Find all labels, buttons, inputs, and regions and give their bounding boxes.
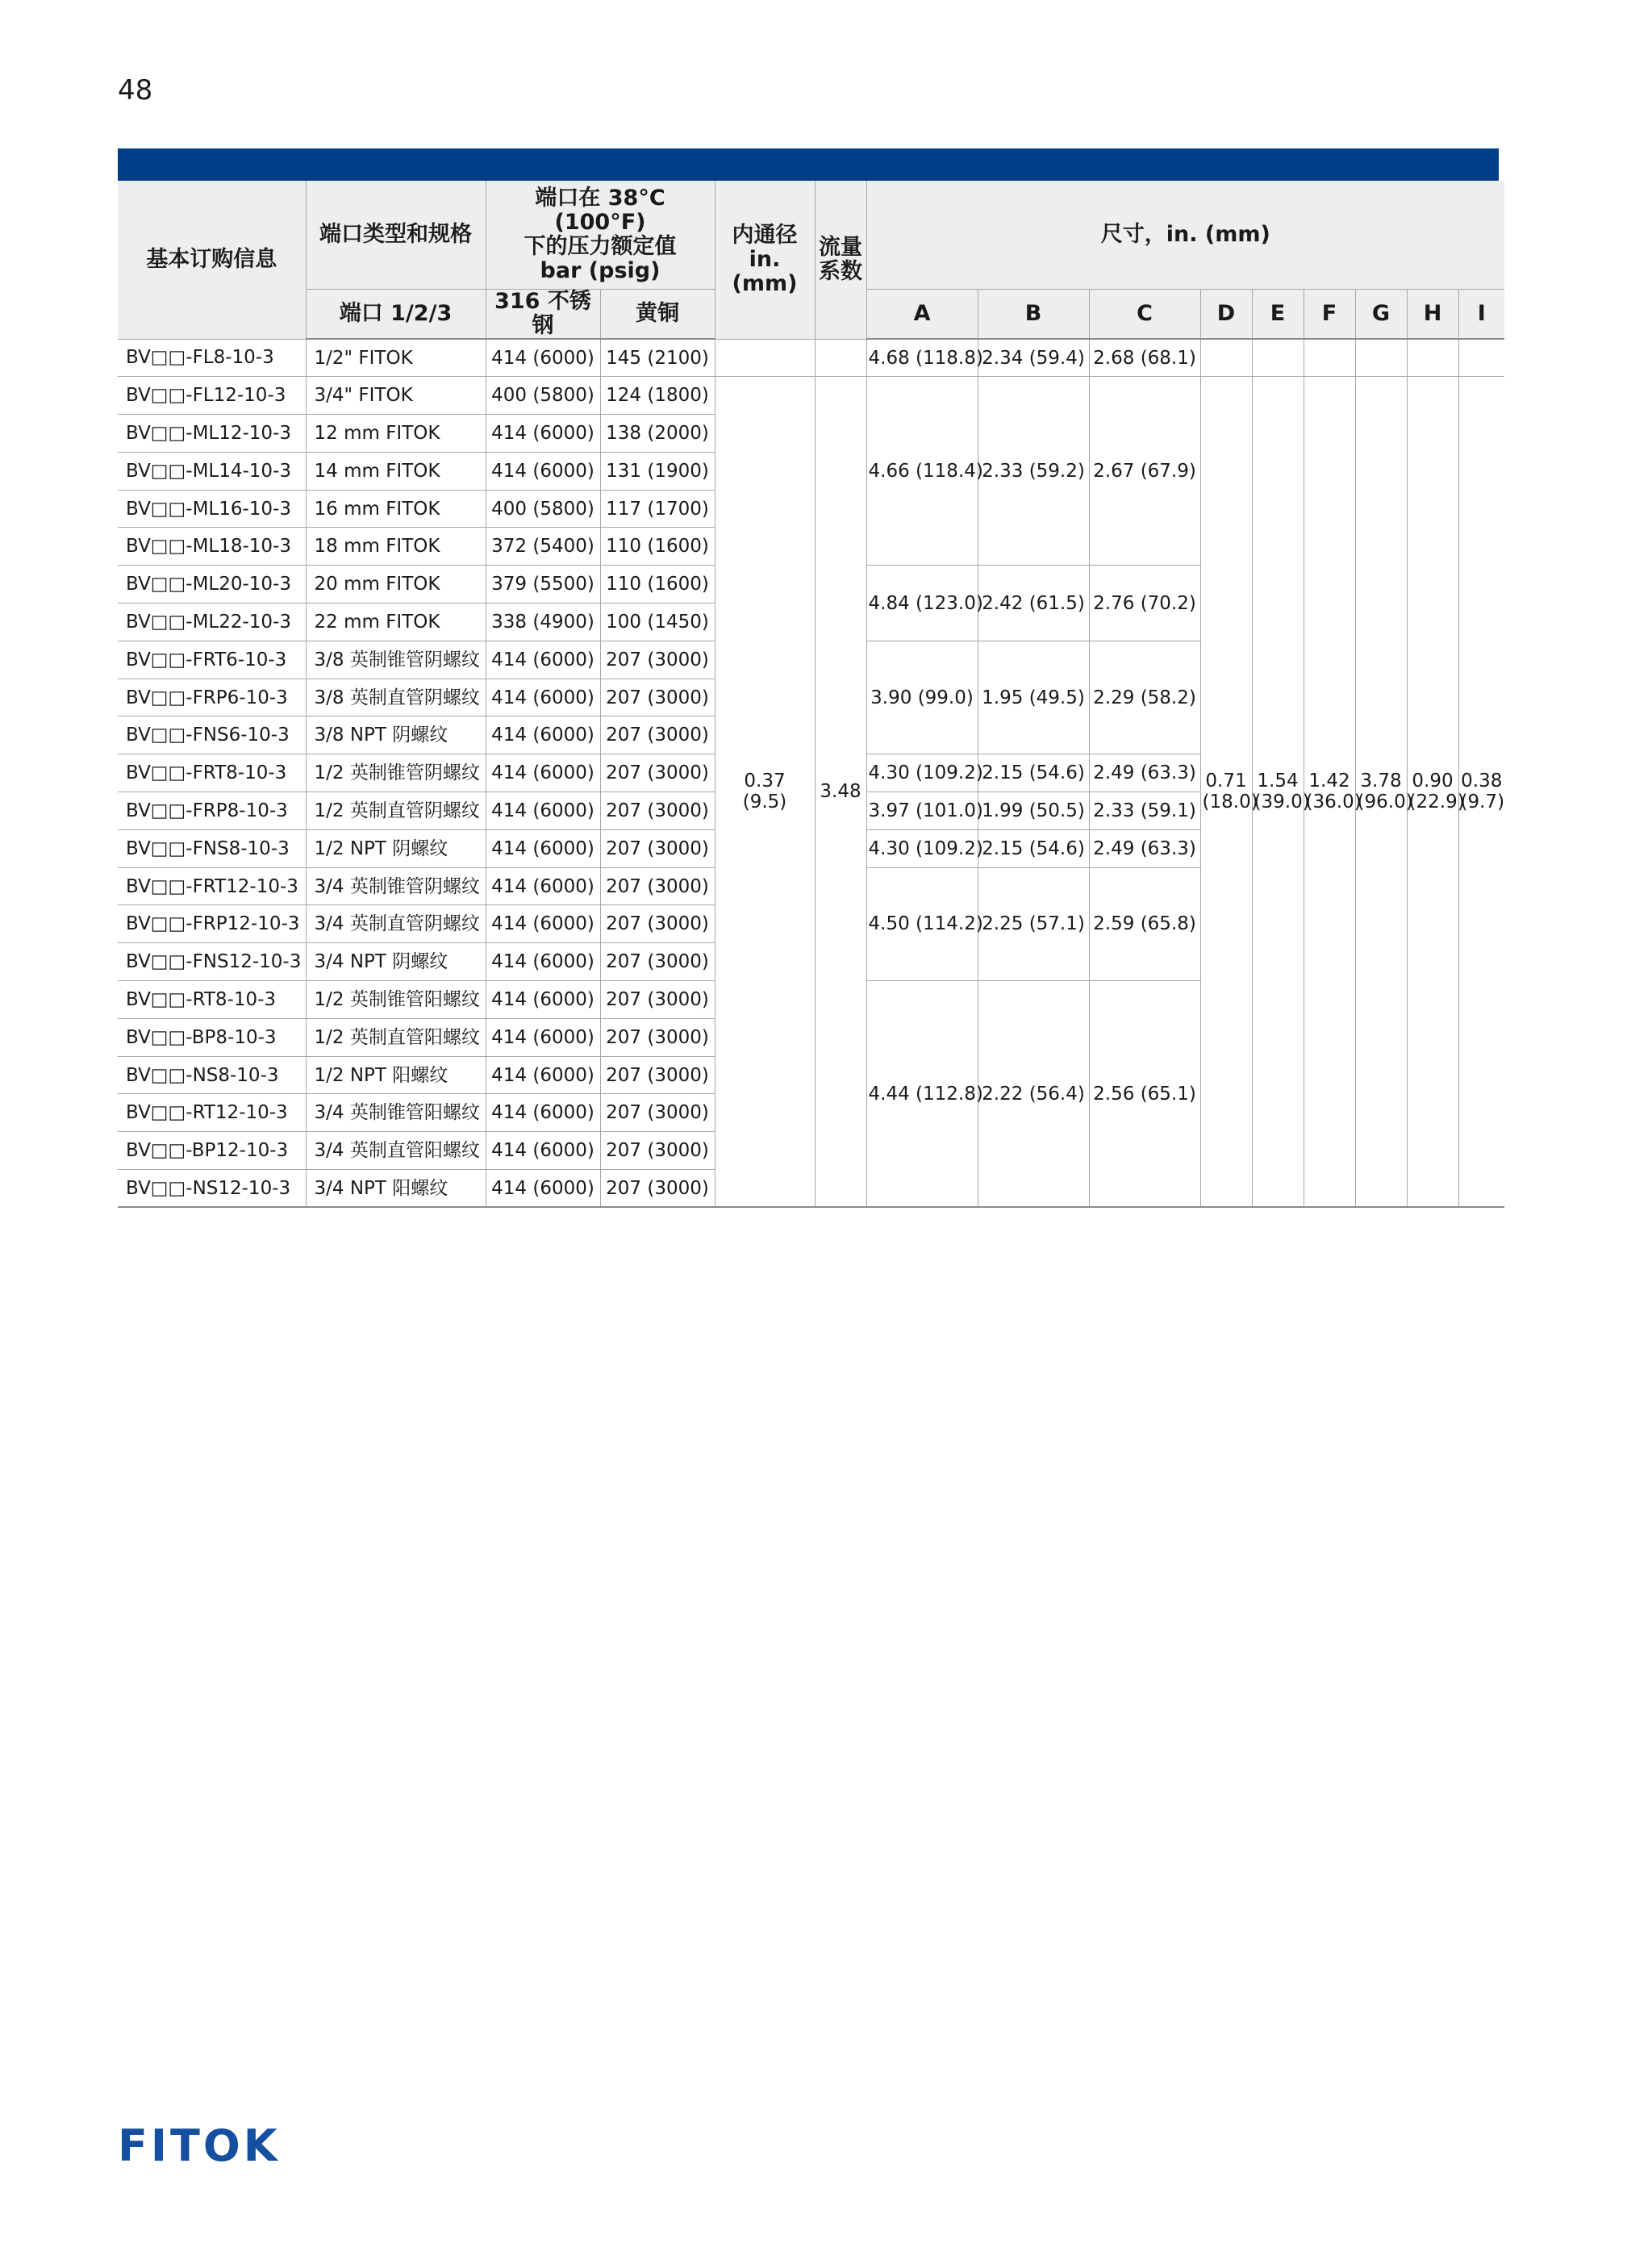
port-type-cell: 3/8 英制锥管阴螺纹 [306,641,486,679]
dim-c-cell: 2.68 (68.1) [1089,339,1200,377]
dim-c-cell: 2.49 (63.3) [1089,754,1200,792]
brass-subheader: 黄铜 [600,290,715,340]
port-type-cell: 1/2" FITOK [306,339,486,377]
dim-a-cell: 3.97 (101.0) [866,792,978,830]
dim-a-cell: 4.44 (112.8) [866,981,978,1208]
dim-g-cell [1355,377,1413,1208]
dim-f-cell [1304,377,1362,1208]
dim-b-cell: 2.42 (61.5) [978,566,1089,641]
part-number-cell: BV□□-FRT12-10-3 [118,867,306,905]
dimensions-header: 尺寸，in. (mm) [866,181,1504,290]
dim-i-in: 0.38 [1461,771,1503,792]
dim-a-cell: 4.50 (114.2) [866,867,978,980]
port-type-cell: 1/2 NPT 阳螺纹 [306,1056,486,1094]
ss316-pressure-cell: 414 (6000) [486,829,600,867]
part-number-cell: BV□□-FRP8-10-3 [118,792,306,830]
ss316-pressure-cell: 414 (6000) [486,452,600,490]
dim-c-cell: 2.76 (70.2) [1089,566,1200,641]
ss316-pressure-cell: 414 (6000) [486,981,600,1019]
part-number-cell: BV□□-FRP12-10-3 [118,905,306,943]
brass-pressure-cell: 138 (2000) [600,415,715,453]
port-type-cell: 1/2 英制锥管阴螺纹 [306,754,486,792]
port-type-cell: 12 mm FITOK [306,415,486,453]
dim-d-cell [1200,377,1258,1208]
ss316-pressure-cell: 414 (6000) [486,1018,600,1056]
dim-c-cell: 2.59 (65.8) [1089,867,1200,980]
brass-pressure-cell: 207 (3000) [600,829,715,867]
brass-pressure-cell: 124 (1800) [600,377,715,415]
ss316-subheader: 316 不锈钢 [486,290,600,340]
dim-a-cell: 4.66 (118.4) [866,377,978,566]
port-type-cell: 1/2 NPT 阴螺纹 [306,829,486,867]
part-number-cell: BV□□-RT12-10-3 [118,1094,306,1132]
port-type-cell: 3/4" FITOK [306,377,486,415]
part-number-cell: BV□□-FL12-10-3 [118,377,306,415]
dim-c-cell: 2.56 (65.1) [1089,981,1200,1208]
part-number-cell: BV□□-ML16-10-3 [118,490,306,528]
table-body [118,339,1504,1207]
port-type-cell: 1/2 英制直管阳螺纹 [306,1018,486,1056]
dim-g-top-cell [1355,339,1407,377]
title-bar [118,148,1499,181]
part-number-cell: BV□□-ML22-10-3 [118,604,306,641]
part-number-cell: BV□□-ML18-10-3 [118,528,306,566]
port-type-cell: 3/4 NPT 阳螺纹 [306,1170,486,1208]
dim-b-cell: 2.34 (59.4) [978,339,1089,377]
dim-h-header: H [1407,290,1458,340]
dim-b-cell: 2.15 (54.6) [978,829,1089,867]
dim-a-cell: 4.30 (109.2) [866,754,978,792]
dim-i-top-cell [1458,339,1504,377]
dim-b-cell: 1.99 (50.5) [978,792,1089,830]
dim-e-cell [1252,377,1310,1208]
dim-d-mm: (18.0) [1202,792,1258,813]
dim-d-in: 0.71 [1205,771,1247,792]
dim-h-cell [1407,377,1465,1208]
orifice-header: 内通径 in. (mm) [715,181,815,339]
dim-e-mm: (39.0) [1254,792,1310,813]
port-type-cell: 16 mm FITOK [306,490,486,528]
orifice-mm-value: (9.5) [742,792,787,813]
port-type-cell: 3/4 英制锥管阳螺纹 [306,1094,486,1132]
brass-pressure-cell: 110 (1600) [600,566,715,604]
ss316-pressure-cell: 414 (6000) [486,1170,600,1208]
dim-b-cell: 2.15 (54.6) [978,754,1089,792]
part-number-cell: BV□□-FRP6-10-3 [118,679,306,716]
brass-pressure-cell: 207 (3000) [600,1132,715,1170]
ss316-pressure-cell: 414 (6000) [486,754,600,792]
dim-a-cell: 4.84 (123.0) [866,566,978,641]
orifice-top-cell [715,339,815,377]
dim-e-in: 1.54 [1257,771,1299,792]
dim-h-mm: (22.9) [1408,792,1465,813]
dim-c-cell: 2.49 (63.3) [1089,829,1200,867]
part-number-cell: BV□□-NS8-10-3 [118,1056,306,1094]
pressure-rating-header: 端口在 38°C (100°F) 下的压力额定值 bar (psig) [486,181,715,290]
part-number-cell: BV□□-FRT6-10-3 [118,641,306,679]
brass-pressure-cell: 207 (3000) [600,867,715,905]
ss316-pressure-cell: 338 (4900) [486,604,600,641]
brass-pressure-cell: 207 (3000) [600,792,715,830]
port-type-cell: 3/4 英制直管阳螺纹 [306,1132,486,1170]
port-type-cell: 3/4 英制直管阴螺纹 [306,905,486,943]
port-type-cell: 3/8 英制直管阴螺纹 [306,679,486,716]
ss316-pressure-cell: 414 (6000) [486,1132,600,1170]
flow-coefficient-header: 流量 系数 [815,181,866,339]
order-info-header: 基本订购信息 [118,181,306,339]
part-number-cell: BV□□-BP8-10-3 [118,1018,306,1056]
dim-b-cell: 1.95 (49.5) [978,641,1089,754]
ss316-pressure-cell: 379 (5500) [486,566,600,604]
part-number-cell: BV□□-FNS6-10-3 [118,716,306,754]
port-type-cell: 20 mm FITOK [306,566,486,604]
ss316-pressure-cell: 414 (6000) [486,792,600,830]
brass-pressure-cell: 207 (3000) [600,679,715,716]
brass-pressure-cell: 131 (1900) [600,452,715,490]
brass-pressure-cell: 100 (1450) [600,604,715,641]
dim-a-cell: 3.90 (99.0) [866,641,978,754]
ss316-pressure-cell: 400 (5800) [486,490,600,528]
ss316-pressure-cell: 400 (5800) [486,377,600,415]
dim-a-header: A [866,290,978,340]
dim-i-header: I [1458,290,1504,340]
port-type-header: 端口类型和规格 [306,181,486,290]
brass-pressure-cell: 207 (3000) [600,1018,715,1056]
dim-c-header: C [1089,290,1200,340]
orifice-cell [715,377,815,1208]
brass-pressure-cell: 207 (3000) [600,981,715,1019]
brass-pressure-cell: 207 (3000) [600,943,715,981]
orifice-in-value: 0.37 [744,771,786,792]
brass-pressure-cell: 207 (3000) [600,1056,715,1094]
ss316-pressure-cell: 414 (6000) [486,943,600,981]
brass-pressure-cell: 207 (3000) [600,641,715,679]
fitok-logo: FITOK [118,2120,281,2171]
dim-g-in: 3.78 [1360,771,1402,792]
ss316-pressure-cell: 414 (6000) [486,1056,600,1094]
part-number-cell: BV□□-FL8-10-3 [118,339,306,377]
ss316-pressure-cell: 414 (6000) [486,339,600,377]
dim-f-header: F [1304,290,1355,340]
dim-i-cell [1458,377,1504,1208]
brass-pressure-cell: 117 (1700) [600,490,715,528]
part-number-cell: BV□□-FNS8-10-3 [118,829,306,867]
dim-g-header: G [1355,290,1407,340]
ss316-pressure-cell: 414 (6000) [486,415,600,453]
port-type-cell: 1/2 英制直管阴螺纹 [306,792,486,830]
port-type-cell: 3/8 NPT 阴螺纹 [306,716,486,754]
dim-d-top-cell [1200,339,1252,377]
part-number-cell: BV□□-FRT8-10-3 [118,754,306,792]
port-type-cell: 1/2 英制锥管阳螺纹 [306,981,486,1019]
specification-table [118,181,1504,1208]
port-type-cell: 18 mm FITOK [306,528,486,566]
dim-d-header: D [1200,290,1252,340]
port-type-cell: 22 mm FITOK [306,604,486,641]
table-row [118,339,1504,377]
dim-f-in: 1.42 [1308,771,1350,792]
part-number-cell: BV□□-ML12-10-3 [118,415,306,453]
dim-b-cell: 2.33 (59.2) [978,377,1089,566]
brass-pressure-cell: 207 (3000) [600,905,715,943]
brass-pressure-cell: 145 (2100) [600,339,715,377]
part-number-cell: BV□□-ML14-10-3 [118,452,306,490]
ss316-pressure-cell: 414 (6000) [486,867,600,905]
ss316-pressure-cell: 414 (6000) [486,641,600,679]
part-number-cell: BV□□-BP12-10-3 [118,1132,306,1170]
dim-h-in: 0.90 [1412,771,1454,792]
dim-e-top-cell [1252,339,1304,377]
brass-pressure-cell: 207 (3000) [600,754,715,792]
ss316-pressure-cell: 414 (6000) [486,905,600,943]
dim-b-header: B [978,290,1089,340]
dim-f-top-cell [1304,339,1355,377]
ss316-pressure-cell: 372 (5400) [486,528,600,566]
dim-e-header: E [1252,290,1304,340]
page-number: 48 [118,74,153,107]
port-type-cell: 3/4 英制锥管阴螺纹 [306,867,486,905]
flow-coefficient-cell: 3.48 [815,377,866,1208]
ss316-pressure-cell: 414 (6000) [486,716,600,754]
table-row [118,377,1504,415]
dim-g-mm: (96.0) [1357,792,1413,813]
port-subheader: 端口 1/2/3 [306,290,486,340]
ss316-pressure-cell: 414 (6000) [486,1094,600,1132]
brass-pressure-cell: 207 (3000) [600,1094,715,1132]
dim-b-cell: 2.25 (57.1) [978,867,1089,980]
port-type-cell: 3/4 NPT 阴螺纹 [306,943,486,981]
dim-b-cell: 2.22 (56.4) [978,981,1089,1208]
dim-a-cell: 4.68 (118.8) [866,339,978,377]
port-type-cell: 14 mm FITOK [306,452,486,490]
dim-i-mm: (9.7) [1460,792,1505,813]
part-number-cell: BV□□-RT8-10-3 [118,981,306,1019]
dim-h-top-cell [1407,339,1458,377]
dim-c-cell: 2.67 (67.9) [1089,377,1200,566]
part-number-cell: BV□□-ML20-10-3 [118,566,306,604]
ss316-pressure-cell: 414 (6000) [486,679,600,716]
dim-f-mm: (36.0) [1305,792,1362,813]
part-number-cell: BV□□-FNS12-10-3 [118,943,306,981]
brass-pressure-cell: 110 (1600) [600,528,715,566]
dim-a-cell: 4.30 (109.2) [866,829,978,867]
dim-c-cell: 2.29 (58.2) [1089,641,1200,754]
part-number-cell: BV□□-NS12-10-3 [118,1170,306,1208]
flow-top-cell [815,339,866,377]
brass-pressure-cell: 207 (3000) [600,1170,715,1208]
brass-pressure-cell: 207 (3000) [600,716,715,754]
dim-c-cell: 2.33 (59.1) [1089,792,1200,830]
